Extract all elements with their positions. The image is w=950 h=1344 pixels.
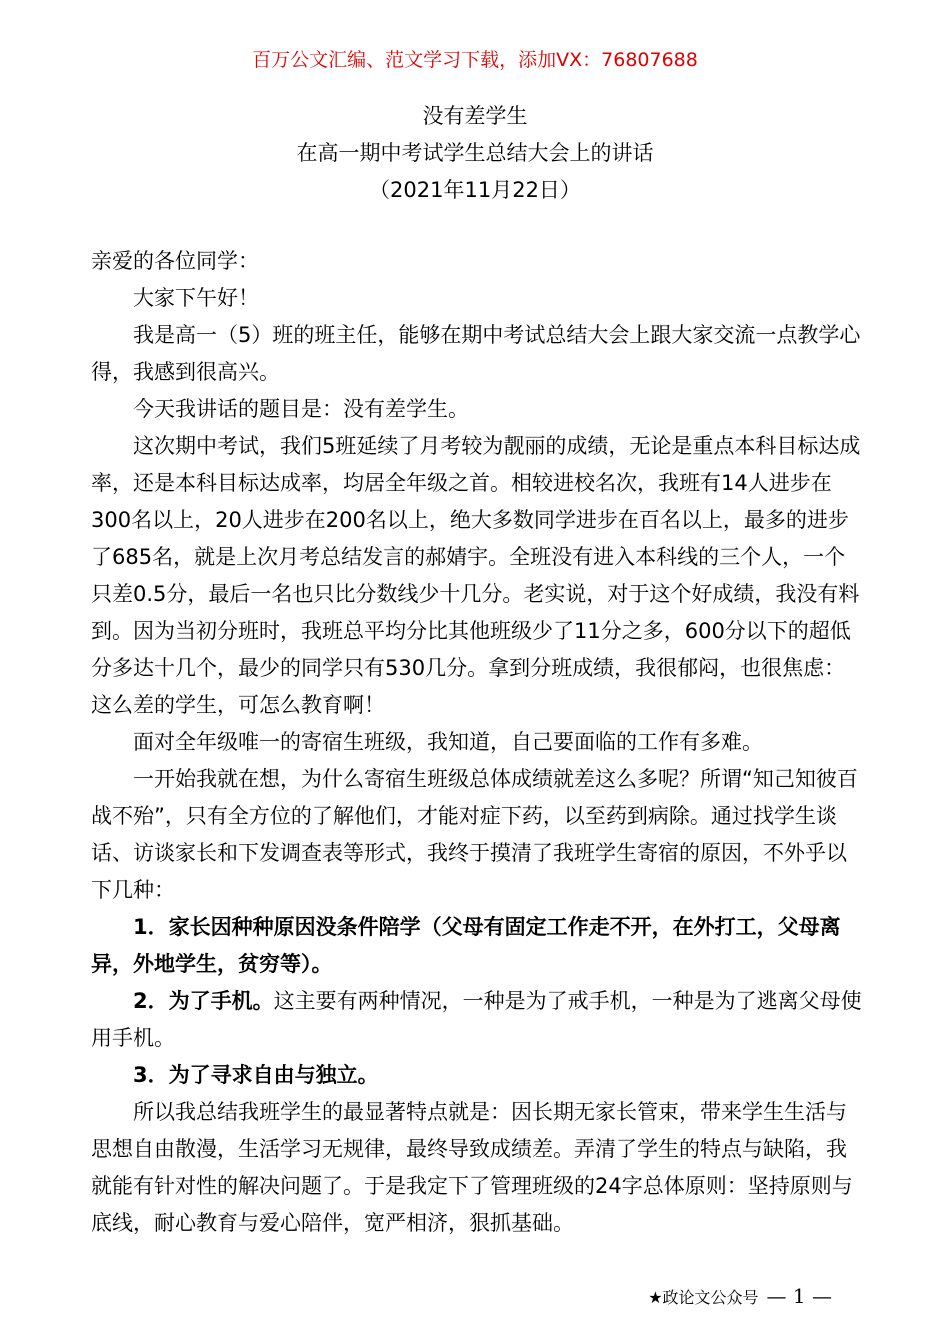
paragraph: 我是高一（5）班的班主任，能够在期中考试总结大会上跟大家交流一点教学心得，我感到很高兴。 — [91, 323, 861, 384]
greeting: 大家下午好！ — [133, 286, 259, 310]
document-subtitle: 在高一期中考试学生总结大会上的讲话 — [296, 141, 654, 165]
paragraph: 所以我总结我班学生的最显著特点就是：因长期无家长管束，带来学生生活与思想自由散漫，生活学习无规律，最终导致成绩差。弄清了学生的特点与缺陷，我就能有针对性的解决问题了。于是我定下了管理班级的24字总体原则：坚持原则与底线，耐心教育与爱心陪伴，宽严相济，狠抓基础。 — [91, 1100, 853, 1235]
document-title: 没有差学生 — [422, 104, 528, 128]
salutation: 亲爱的各位同学： — [91, 249, 259, 273]
paragraph: 一开始我就在想，为什么寄宿生班级总体成绩就差这么多呢？所谓“知己知彼百战不殆”，只有全方位的了解他们，才能对症下药，以至药到病除。通过找学生谈话、访谈家长和下发调查表等形式，我终于摸清了我班学生寄宿的原因，不外乎以下几种： — [91, 767, 858, 902]
list-item-text: 这主要有两种情况，一种是为了戒手机，一种是为了逃离父母使用手机。 — [91, 989, 862, 1050]
paragraph: 今天我讲话的题目是：没有差学生。 — [133, 397, 469, 421]
footer-source: ★政论文公众号 — [648, 1288, 759, 1307]
paragraph: 这次期中考试，我们5班延续了月考较为靓丽的成绩，无论是重点本科目标达成率，还是本科目标达成率，均居全年级之首。相较进校名次，我班有14人进步在300名以上，20人进步在200名以上，绝大多数同学进步在百名以上，最多的进步了685名，就是上次月考总结发言的郝婧宇。全班没有进入本科线的三个人，一个只差0.5分，最后一名也只比分数线少十几分。老实说，对于这个好成绩，我没有料到。因为当初分班时，我班总平均分比其他班级少了11分之多，600分以下的超低分多达十几个，最少的同学只有530几分。拿到分班成绩，我很郁闷，也很焦虑：这么差的学生，可怎么教育啊！ — [91, 434, 861, 717]
list-item-heading: 2．为了手机。 — [133, 989, 274, 1013]
list-item: 3．为了寻求自由与独立。 — [133, 1063, 379, 1087]
list-item — [91, 983, 863, 1057]
list-item: 1．家长因种种原因没条件陪学（父母有固定工作走不开，在外打工，父母离异，外地学生，贫穷等）。 — [91, 915, 841, 976]
document-body — [91, 243, 863, 1242]
page-footer — [648, 1282, 832, 1312]
paragraph: 面对全年级唯一的寄宿生班级，我知道，自己要面临的工作有多难。 — [133, 730, 763, 754]
document-date: （2021年11月22日） — [369, 178, 581, 202]
page-number: — 1 — — [766, 1284, 832, 1308]
title-block — [0, 98, 950, 209]
watermark-text: 百万公文汇编、范文学习下载，添加VX：76807688 — [252, 49, 698, 71]
